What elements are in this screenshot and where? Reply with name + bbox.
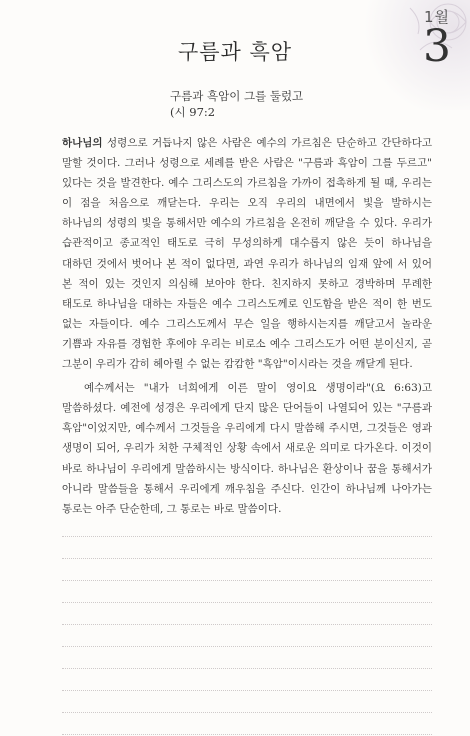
- verse-reference: (시 97:2: [170, 105, 216, 119]
- paragraph-2: 예수께서는 "내가 너희에게 이른 말이 영이요 생명이라"(요 6:63)고 말씀하셨다. 예전에 성경은 우리에게 단지 많은 단어들이 나열되어 있는 "구름과 흑암"이었지만, 예수께서 그것들을 우리에게 다시 말씀해 주시면, 그것들은 영과 생명이 되어, 우리가 처한 구체적인 상황 속에서 새로운 의미로 다가온다. 이것이 바로 하나님이 우리에게 말씀하시는 방식이다. 하나님은 환상이나 꿈을 통해서가 아니라 말씀들을 통해서 우리에게 깨우침을 주신다. 인간이 하나님께 나아가는 통로는 아주 단순한데, 그 통로는 바로 말씀이다.: [62, 382, 432, 515]
- note-line: [62, 603, 432, 625]
- note-line: [62, 691, 432, 713]
- paragraph-1: [62, 133, 432, 374]
- paragraph-1-text: 성령으로 거듭나지 않은 사람은 예수의 가르침은 단순하고 간단하다고 말할 것이다. 그러나 성령으로 세례를 받은 사람은 "구름과 흑암이 그를 두르고" 있다는 것을 발견한다. 예수 그리스도의 가르침을 가까이 접촉하게 될 때, 우리는 이 점을 처음으로 깨닫는다. 우리는 오직 우리의 내면에서 빛을 발하시는 하나님의 성령의 빛을 통해서만 예수의 가르침을 온전히 깨닫을 수 있다. 우리가 습관적이고 종교적인 태도로 극히 무성의하게 대수롭지 않은 듯이 하나님을 대하던 것에서 벗어나 본 적이 없다면, 과연 우리가 하나님의 임재 앞에 서 있어 본 적이 있는 것인지 의심해 보아야 한다. 친지하지 못하고 경박하며 무례한 태도로 하나님을 대하는 자들은 예수 그리스도께로 인도함을 받은 적이 한 번도 없는 자들이다. 예수 그리스도께서 무슨 일을 행하시는지를 깨닫고서 놀라운 기쁨과 자유를 경험한 후에야 우리는 비로소 예수 그리스도가 어떤 분이신지, 곧 그분이 우리가 감히 헤아릴 수 없는 캄캄한 "흑암"이시라는 것을 깨닫게 된다.: [62, 137, 432, 371]
- note-line: [62, 625, 432, 647]
- note-line: [62, 647, 432, 669]
- devotional-body: [62, 133, 432, 519]
- notes-lines: [62, 515, 432, 735]
- date-month: 1월: [423, 8, 451, 26]
- date-day: 3: [423, 21, 451, 72]
- note-line: [62, 669, 432, 691]
- note-line: [62, 559, 432, 581]
- verse-text: 구름과 흑암이 그를 둘렀고: [170, 89, 304, 103]
- note-line: [62, 515, 432, 537]
- note-line: [62, 581, 432, 603]
- note-line: [62, 537, 432, 559]
- note-line: [62, 713, 432, 735]
- page-title: 구름과 흑암: [177, 40, 293, 64]
- scripture-verse: [170, 88, 303, 120]
- lead-word: 하나님의: [62, 137, 103, 149]
